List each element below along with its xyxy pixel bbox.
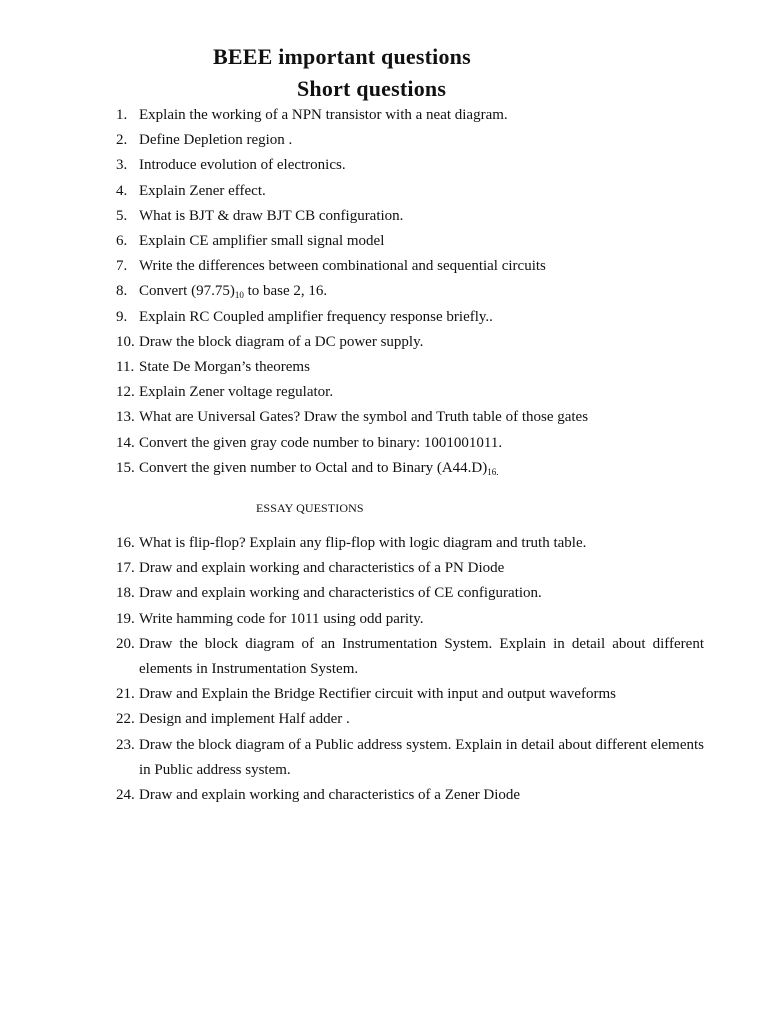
question-item <box>116 531 704 556</box>
essay-questions-list <box>116 531 704 808</box>
question-number: 13. <box>116 409 135 426</box>
document-title: BEEE important questions <box>213 44 471 69</box>
question-text: Convert the given gray code number to binary: 1001001011. <box>139 434 503 451</box>
question-number: 17. <box>116 560 135 577</box>
question-number: 23. <box>116 736 135 753</box>
question-text: Explain Zener effect. <box>139 182 266 199</box>
question-item <box>116 229 704 254</box>
question-item <box>116 607 704 632</box>
question-number: 11. <box>116 359 135 376</box>
question-text: Draw the block diagram of an Instrumentation System. Explain in detail about different elements in Instrumentation System. <box>139 635 704 678</box>
number-base-subscript: 16. <box>487 466 499 477</box>
question-item <box>116 456 704 481</box>
question-item <box>116 733 704 783</box>
question-item <box>116 279 704 304</box>
question-item <box>116 682 704 707</box>
question-number: 14. <box>116 434 135 451</box>
question-item <box>116 355 704 380</box>
question-number: 18. <box>116 585 135 602</box>
question-text: Draw and explain working and characteristics of a Zener Diode <box>139 787 521 804</box>
question-item <box>116 305 704 330</box>
number-base-subscript: 10 <box>234 290 244 301</box>
question-text: Explain the working of a NPN transistor with a neat diagram. <box>139 107 508 123</box>
question-number: 9. <box>116 308 128 325</box>
question-text: What is flip-flop? Explain any flip-flop with logic diagram and truth table. <box>139 535 587 551</box>
question-number: 1. <box>116 107 128 123</box>
question-item <box>116 405 704 430</box>
question-item <box>116 179 704 204</box>
question-number: 2. <box>116 132 128 149</box>
question-text: Draw the block diagram of a Public address system. Explain in detail about different elements in Public address system. <box>139 736 704 778</box>
question-item <box>116 632 704 682</box>
question-item <box>116 153 704 178</box>
question-item <box>116 380 704 405</box>
question-item <box>116 330 704 355</box>
question-number: 12. <box>116 384 135 401</box>
question-item <box>116 204 704 229</box>
question-text: Draw the block diagram of a DC power supply. <box>139 333 424 350</box>
question-text: Explain Zener voltage regulator. <box>139 384 334 401</box>
question-number: 24. <box>116 787 135 804</box>
question-item <box>116 103 704 128</box>
question-text: Write the differences between combinational and sequential circuits <box>139 258 546 275</box>
section-heading-essay-questions: ESSAY QUESTIONS <box>256 501 364 515</box>
question-item <box>116 581 704 606</box>
short-questions-list <box>116 103 704 481</box>
question-number: 22. <box>116 711 135 728</box>
question-text: Draw and Explain the Bridge Rectifier circuit with input and output waveforms <box>139 686 616 703</box>
question-number: 21. <box>116 686 135 703</box>
question-number: 20. <box>116 635 135 652</box>
question-text: State De Morgan’s theorems <box>139 359 310 376</box>
question-number: 19. <box>116 610 135 627</box>
question-text: Define Depletion region . <box>139 132 293 149</box>
question-text: Explain CE amplifier small signal model <box>139 233 385 250</box>
question-number: 8. <box>116 283 128 300</box>
question-number: 7. <box>116 258 128 275</box>
question-number: 6. <box>116 233 128 250</box>
question-text-continued: to base 2, 16. <box>243 283 328 300</box>
question-item <box>116 556 704 581</box>
question-item <box>116 128 704 153</box>
question-text: Introduce evolution of electronics. <box>139 157 346 174</box>
question-text: Draw and explain working and characteristics of a PN Diode <box>139 560 505 577</box>
question-number: 5. <box>116 207 128 224</box>
question-text: Explain RC Coupled amplifier frequency response briefly.. <box>139 308 493 325</box>
question-text: Design and implement Half adder . <box>139 711 350 728</box>
question-item <box>116 254 704 279</box>
question-text: Write hamming code for 1011 using odd parity. <box>139 610 424 627</box>
question-text: Draw and explain working and characteristics of CE configuration. <box>139 585 542 602</box>
question-item <box>116 783 704 808</box>
question-number: 3. <box>116 157 128 174</box>
question-number: 16. <box>116 535 135 551</box>
question-item <box>116 707 704 732</box>
question-number: 15. <box>116 459 135 476</box>
question-number: 4. <box>116 182 128 199</box>
question-text: What are Universal Gates? Draw the symbol and Truth table of those gates <box>139 409 589 426</box>
question-number: 10. <box>116 333 135 350</box>
question-item <box>116 431 704 456</box>
question-text: Convert the given number to Octal and to Binary (A44.D) <box>139 459 488 476</box>
question-text: Convert (97.75) <box>139 283 235 300</box>
section-heading-short-questions: Short questions <box>297 76 447 101</box>
question-text: What is BJT & draw BJT CB configuration. <box>139 207 404 224</box>
